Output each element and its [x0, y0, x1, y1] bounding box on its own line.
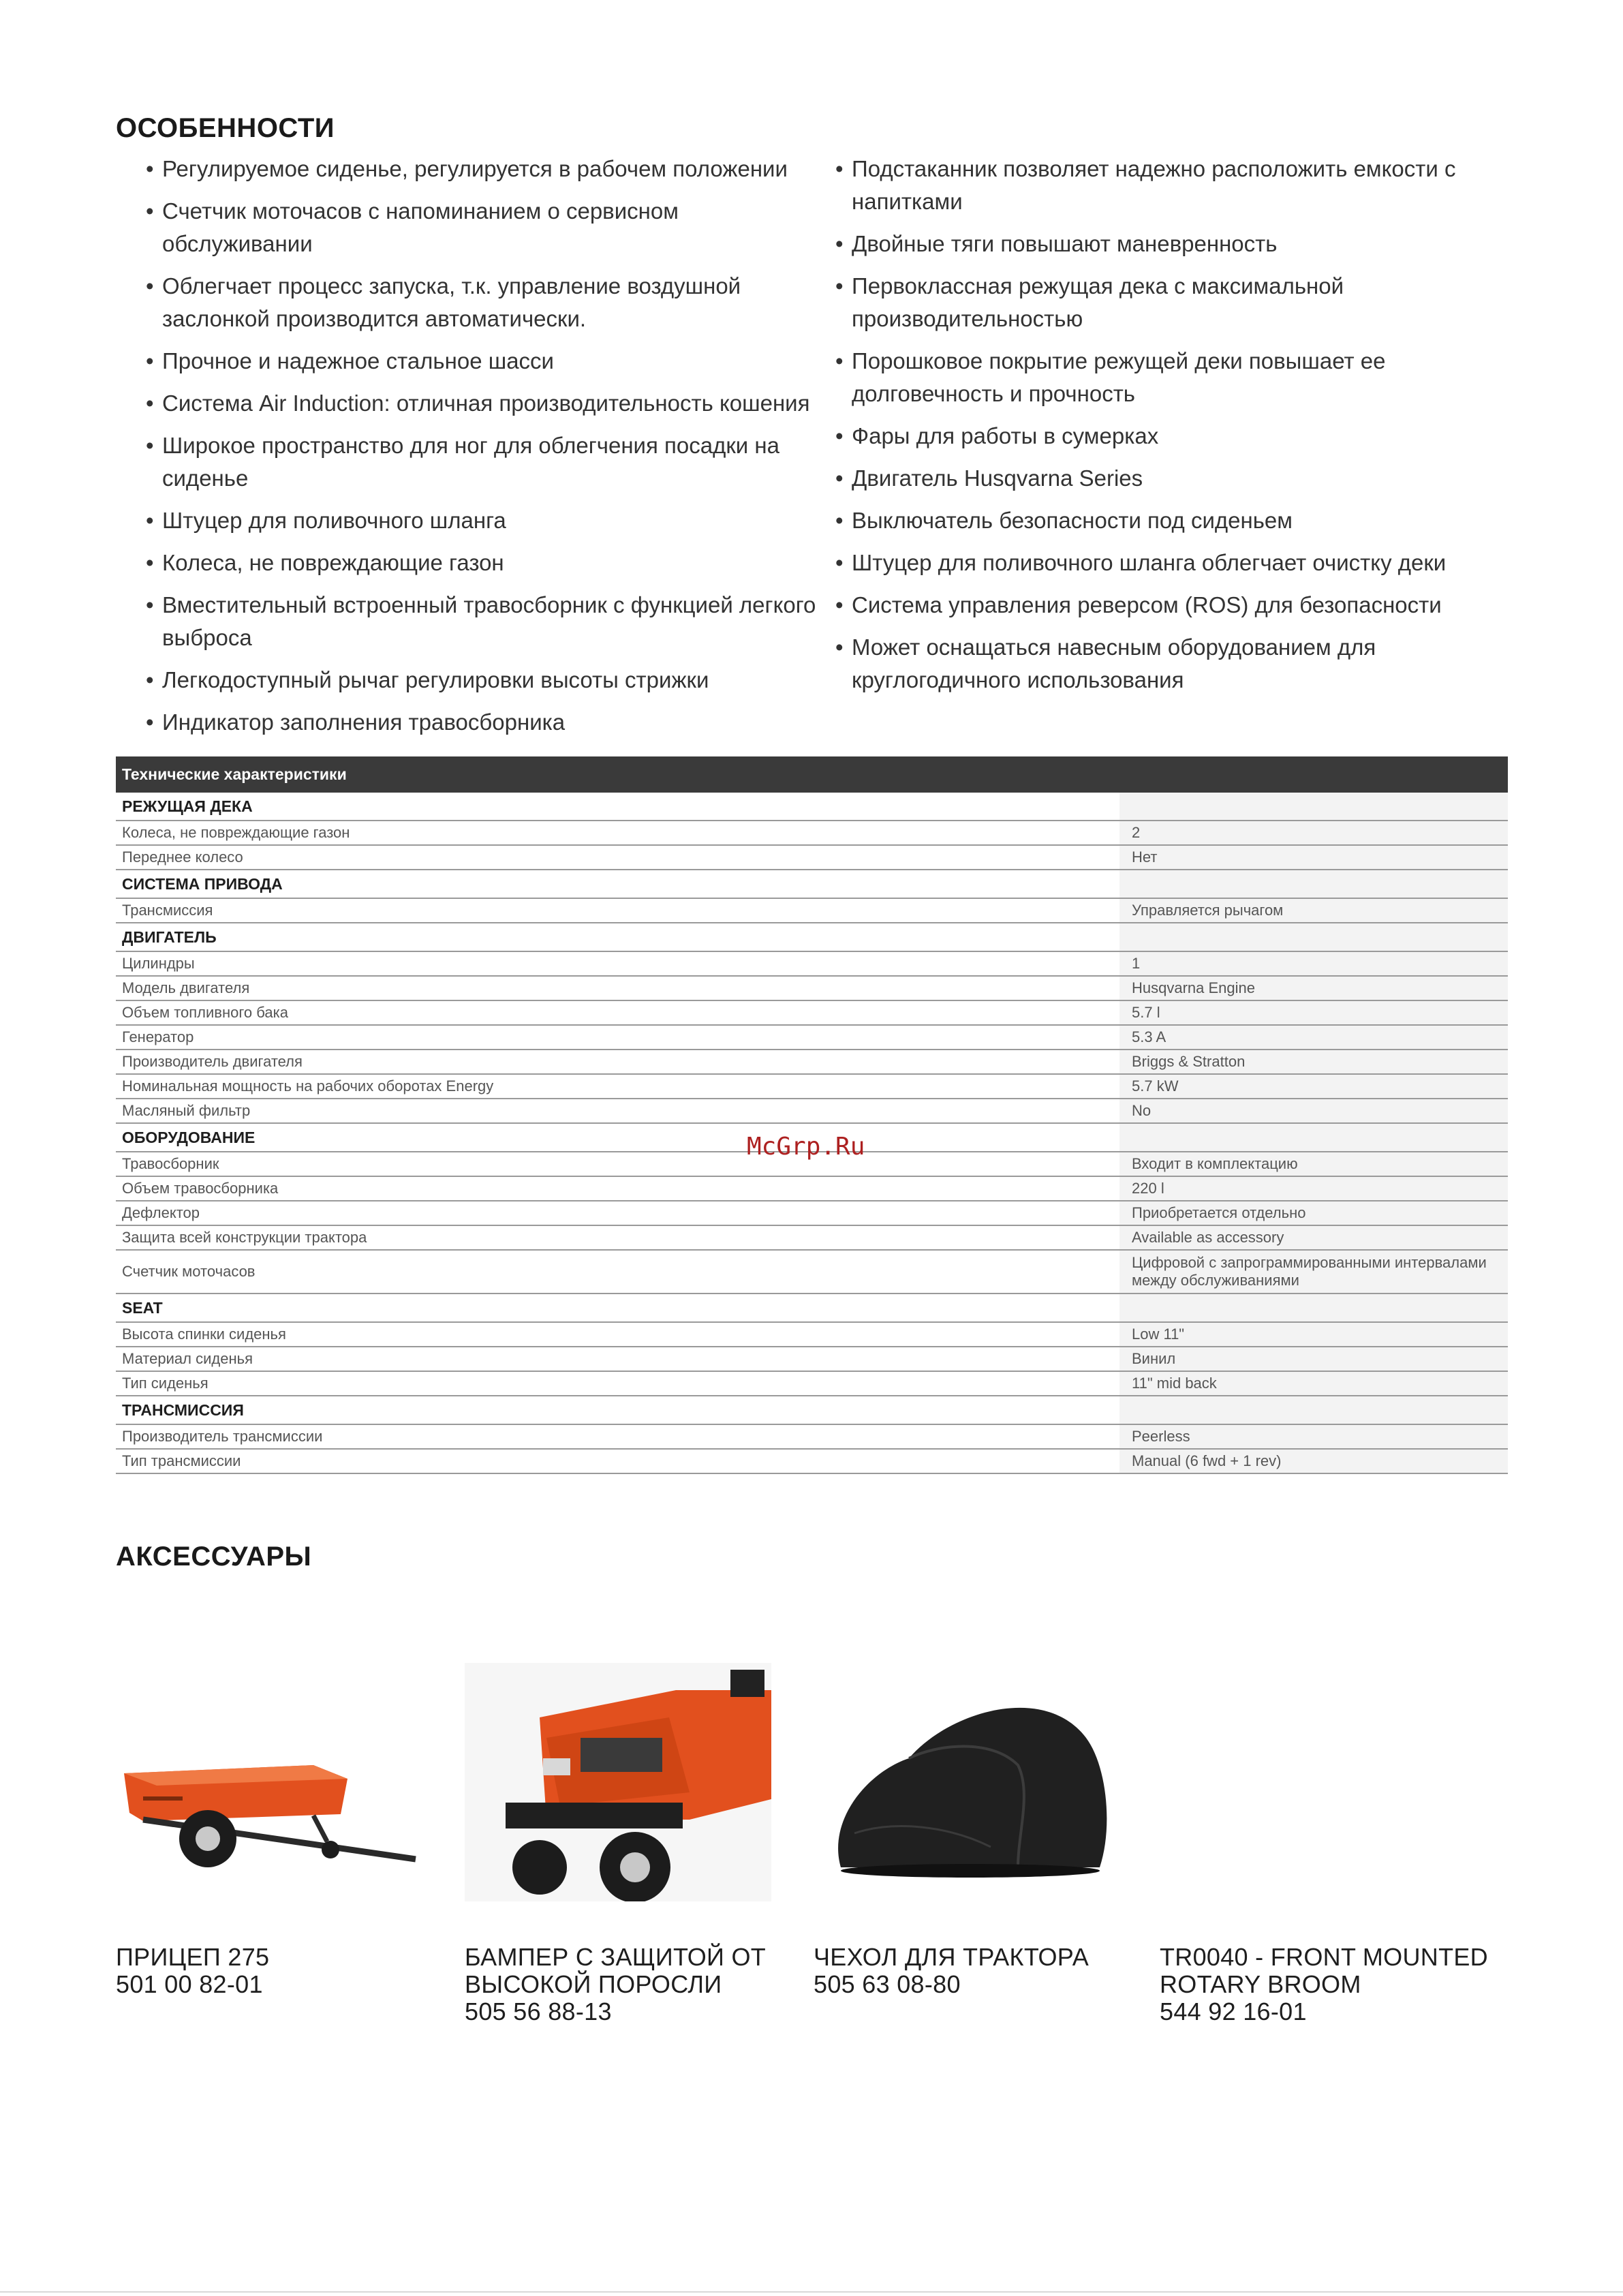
accessory-name: TR0040 - FRONT MOUNTED	[1160, 1943, 1488, 1971]
spec-value: 2	[1119, 821, 1508, 845]
accessory-name: ЧЕХОЛ ДЛЯ ТРАКТОРА	[814, 1943, 1089, 1971]
accessory-code: 505 56 88-13	[465, 1997, 612, 2025]
feature-item: • Двойные тяги повышают маневренность	[835, 228, 1517, 260]
spec-value: 220 l	[1119, 1176, 1508, 1201]
feature-item: • Регулируемое сиденье, регулируется в рабочем положении	[146, 153, 827, 185]
tractor-cover-image	[814, 1663, 1120, 1901]
features-list-right	[835, 153, 1517, 706]
spec-value: Винил	[1119, 1347, 1508, 1371]
spec-label: Переднее колесо	[116, 845, 1119, 870]
feature-item: • Система управления реверсом (ROS) для безопасности	[835, 589, 1517, 622]
spec-label: Тип трансмиссии	[116, 1449, 1119, 1473]
feature-item: • Первоклассная режущая дека с максимальной производительностью	[835, 270, 1517, 335]
accessories-title: АКСЕССУАРЫ	[116, 1542, 312, 1572]
spec-section-title: ДВИГАТЕЛЬ	[116, 923, 1119, 951]
spec-value: 1	[1119, 951, 1508, 976]
feature-item: • Может оснащаться навесным оборудованием для круглогодичного использования	[835, 631, 1517, 697]
spec-value: Цифровой с запрограммированными интервалами между обслуживаниями	[1119, 1250, 1508, 1294]
spec-value: 5.3 A	[1119, 1025, 1508, 1050]
spec-section-title: ОБОРУДОВАНИЕ	[116, 1123, 1119, 1152]
feature-item: • Облегчает процесс запуска, т.к. управление воздушной заслонкой производится автоматически.	[146, 270, 827, 335]
feature-item: • Счетчик моточасов с напоминанием о сервисном обслуживании	[146, 195, 827, 260]
tractor-bumper-image	[465, 1663, 771, 1901]
spec-label: Объем травосборника	[116, 1176, 1119, 1201]
feature-item: • Подстаканник позволяет надежно расположить емкости с напитками	[835, 153, 1517, 218]
accessory-label	[814, 1944, 1141, 1998]
feature-item: • Штуцер для поливочного шланга	[146, 504, 827, 537]
spec-value: Входит в комплектацию	[1119, 1152, 1508, 1176]
accessory-name: ROTARY BROOM	[1160, 1970, 1361, 1998]
spec-value: 11" mid back	[1119, 1371, 1508, 1396]
spec-section-title: СИСТЕМА ПРИВОДА	[116, 870, 1119, 898]
spec-section-title: SEAT	[116, 1294, 1119, 1322]
spec-label: Объем топливного бака	[116, 1000, 1119, 1025]
spec-value: No	[1119, 1099, 1508, 1123]
spec-label: Счетчик моточасов	[116, 1250, 1119, 1294]
spec-label: Масляный фильтр	[116, 1099, 1119, 1123]
spec-table	[116, 756, 1508, 1474]
spec-label: Защита всей конструкции трактора	[116, 1225, 1119, 1250]
spec-label: Производитель трансмиссии	[116, 1424, 1119, 1449]
spec-label: Травосборник	[116, 1152, 1119, 1176]
spec-value: Manual (6 fwd + 1 rev)	[1119, 1449, 1508, 1473]
feature-item: • Штуцер для поливочного шланга облегчает очистку деки	[835, 547, 1517, 579]
page-bottom-divider	[0, 2291, 1623, 2293]
spec-label: Цилиндры	[116, 951, 1119, 976]
feature-item: • Фары для работы в сумерках	[835, 420, 1517, 453]
spec-label: Генератор	[116, 1025, 1119, 1050]
spec-value: Peerless	[1119, 1424, 1508, 1449]
features-title: ОСОБЕННОСТИ	[116, 113, 335, 143]
feature-item: • Двигатель Husqvarna Series	[835, 462, 1517, 495]
spec-section-title: РЕЖУЩАЯ ДЕКА	[116, 793, 1119, 821]
spec-label: Трансмиссия	[116, 898, 1119, 923]
spec-label: Материал сиденья	[116, 1347, 1119, 1371]
feature-item: • Прочное и надежное стальное шасси	[146, 345, 827, 378]
accessory-code: 501 00 82-01	[116, 1970, 263, 1998]
spec-label: Модель двигателя	[116, 976, 1119, 1000]
spec-label: Дефлектор	[116, 1201, 1119, 1225]
accessory-name: ВЫСОКОЙ ПОРОСЛИ	[465, 1970, 722, 1998]
feature-item: • Широкое пространство для ног для облегчения посадки на сиденье	[146, 429, 827, 495]
feature-item: • Система Air Induction: отличная производительность кошения	[146, 387, 827, 420]
watermark: McGrp.Ru	[747, 1133, 865, 1161]
feature-item: • Вместительный встроенный травосборник с функцией легкого выброса	[146, 589, 827, 654]
accessory-code: 505 63 08-80	[814, 1970, 961, 1998]
spec-value: Husqvarna Engine	[1119, 976, 1508, 1000]
feature-item: • Порошковое покрытие режущей деки повышает ее долговечность и прочность	[835, 345, 1517, 410]
spec-value: Briggs & Stratton	[1119, 1050, 1508, 1074]
spec-label: Тип сиденья	[116, 1371, 1119, 1396]
spec-value: Low 11"	[1119, 1322, 1508, 1347]
accessory-label	[116, 1944, 443, 1998]
spec-table-header: Технические характеристики	[116, 756, 1508, 793]
spec-section-title: ТРАНСМИССИЯ	[116, 1396, 1119, 1424]
accessory-label	[1160, 1944, 1514, 2025]
feature-item: • Колеса, не повреждающие газон	[146, 547, 827, 579]
feature-item: • Легкодоступный рычаг регулировки высоты стрижки	[146, 664, 827, 697]
spec-value: Available as accessory	[1119, 1225, 1508, 1250]
spec-label: Производитель двигателя	[116, 1050, 1119, 1074]
spec-value: Нет	[1119, 845, 1508, 870]
accessory-code: 544 92 16-01	[1160, 1997, 1307, 2025]
feature-item: • Выключатель безопасности под сиденьем	[835, 504, 1517, 537]
spec-value: 5.7 kW	[1119, 1074, 1508, 1099]
trailer-image	[116, 1663, 422, 1901]
accessory-name: ПРИЦЕП 275	[116, 1943, 270, 1971]
spec-value: 5.7 l	[1119, 1000, 1508, 1025]
spec-label: Колеса, не повреждающие газон	[116, 821, 1119, 845]
spec-value: Управляется рычагом	[1119, 898, 1508, 923]
accessory-label	[465, 1944, 792, 2025]
accessory-name: БАМПЕР С ЗАЩИТОЙ ОТ	[465, 1943, 767, 1971]
spec-value: Приобретается отдельно	[1119, 1201, 1508, 1225]
feature-item: • Индикатор заполнения травосборника	[146, 706, 827, 739]
features-list-left	[146, 153, 827, 748]
spec-label: Номинальная мощность на рабочих оборотах Energy	[116, 1074, 1119, 1099]
spec-label: Высота спинки сиденья	[116, 1322, 1119, 1347]
